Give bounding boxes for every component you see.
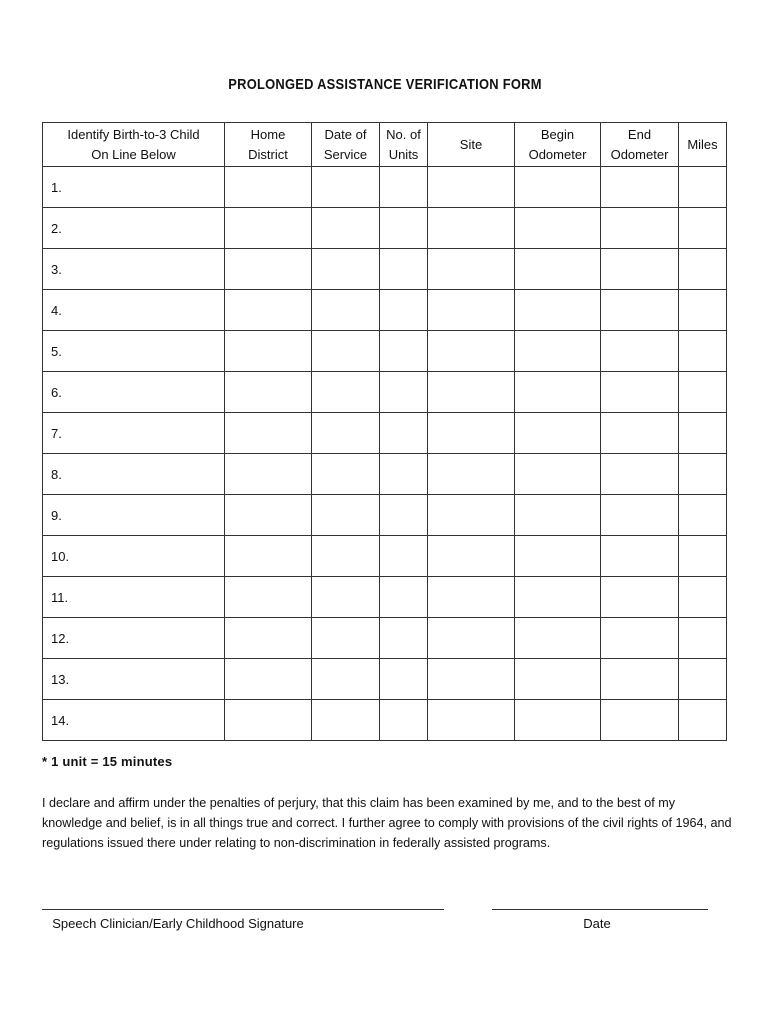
home-district-cell[interactable]	[225, 208, 312, 249]
miles-cell[interactable]	[679, 618, 727, 659]
date-of-service-cell[interactable]	[312, 700, 380, 741]
date-of-service-cell[interactable]	[312, 618, 380, 659]
site-cell[interactable]	[428, 290, 515, 331]
home-district-cell[interactable]	[225, 413, 312, 454]
end-odometer-cell[interactable]	[601, 372, 679, 413]
header-line: District	[248, 146, 288, 162]
home-district-cell[interactable]	[225, 167, 312, 208]
begin-odometer-cell[interactable]	[515, 331, 601, 372]
miles-cell[interactable]	[679, 495, 727, 536]
table-row	[43, 167, 727, 208]
row-number: 7.	[51, 425, 62, 441]
child-cell[interactable]	[43, 208, 225, 249]
units-cell[interactable]	[380, 618, 428, 659]
begin-odometer-cell[interactable]	[515, 208, 601, 249]
begin-odometer-cell[interactable]	[515, 167, 601, 208]
header-line: Miles	[687, 136, 718, 152]
units-cell[interactable]	[380, 413, 428, 454]
unit-note: * 1 unit = 15 minutes	[42, 754, 173, 769]
units-cell[interactable]	[380, 249, 428, 290]
header-line: Site	[459, 136, 483, 152]
begin-odometer-cell[interactable]	[515, 577, 601, 618]
date-line[interactable]	[492, 909, 708, 910]
row-number: 13.	[51, 671, 70, 687]
begin-odometer-cell[interactable]	[515, 536, 601, 577]
site-header	[428, 123, 515, 167]
signature-label: Speech Clinician/Early Childhood Signature	[52, 916, 304, 931]
table-row	[43, 577, 727, 618]
end-odometer-cell[interactable]	[601, 331, 679, 372]
home-district-cell[interactable]	[225, 577, 312, 618]
units-cell[interactable]	[380, 495, 428, 536]
end-odometer-cell[interactable]	[601, 413, 679, 454]
child-cell[interactable]	[43, 495, 225, 536]
child-cell[interactable]	[43, 372, 225, 413]
home-district-cell[interactable]	[225, 372, 312, 413]
date-of-service-cell[interactable]	[312, 577, 380, 618]
home-district-cell[interactable]	[225, 454, 312, 495]
row-number: 6.	[51, 384, 62, 400]
begin-odometer-cell[interactable]	[515, 618, 601, 659]
verification-table	[42, 122, 727, 741]
site-cell[interactable]	[428, 208, 515, 249]
table-row	[43, 290, 727, 331]
row-number: 11.	[51, 589, 69, 605]
header-line: End	[627, 126, 652, 142]
table-row	[43, 700, 727, 741]
table-row	[43, 454, 727, 495]
date-of-service-header	[312, 123, 380, 167]
site-cell[interactable]	[428, 495, 515, 536]
begin-odometer-cell[interactable]	[515, 659, 601, 700]
table-header-row	[43, 123, 727, 167]
table-row	[43, 208, 727, 249]
units-cell[interactable]	[380, 331, 428, 372]
row-number: 9.	[51, 507, 62, 523]
units-cell[interactable]	[380, 577, 428, 618]
header-line: Identify Birth-to-3 Child	[67, 126, 200, 142]
child-cell[interactable]	[43, 249, 225, 290]
date-label: Date	[583, 916, 611, 931]
site-cell[interactable]	[428, 577, 515, 618]
miles-cell[interactable]	[679, 290, 727, 331]
home-district-cell[interactable]	[225, 536, 312, 577]
units-cell[interactable]	[380, 290, 428, 331]
date-of-service-cell[interactable]	[312, 208, 380, 249]
begin-odometer-cell[interactable]	[515, 700, 601, 741]
perjury-declaration: I declare and affirm under the penalties of perjury, that this claim has been examined by me, and to the best of my knowledge and belief, is in all things true and correct. I further agree to comply with provisions of the civil rights of 1964, and regulations issued there under relating to non-discrimination in federally assisted programs.	[42, 796, 732, 850]
header-line: Date of	[324, 126, 367, 142]
home-district-cell[interactable]	[225, 700, 312, 741]
form-title: PROLONGED ASSISTANCE VERIFICATION FORM	[228, 76, 542, 93]
end-odometer-cell[interactable]	[601, 495, 679, 536]
end-odometer-cell[interactable]	[601, 577, 679, 618]
site-cell[interactable]	[428, 249, 515, 290]
home-district-cell[interactable]	[225, 290, 312, 331]
row-number: 12.	[51, 630, 70, 646]
child-cell[interactable]	[43, 454, 225, 495]
row-number: 4.	[51, 302, 62, 318]
site-cell[interactable]	[428, 331, 515, 372]
home-district-cell[interactable]	[225, 495, 312, 536]
row-number: 2.	[51, 220, 62, 236]
units-cell[interactable]	[380, 208, 428, 249]
table-row	[43, 495, 727, 536]
miles-header	[679, 123, 727, 167]
site-cell[interactable]	[428, 536, 515, 577]
table-row	[43, 618, 727, 659]
miles-cell[interactable]	[679, 536, 727, 577]
header-line: Odometer	[528, 146, 587, 162]
child-cell[interactable]	[43, 659, 225, 700]
header-line: Units	[388, 146, 419, 162]
header-line: On Line Below	[91, 146, 176, 162]
row-number: 8.	[51, 466, 62, 482]
end-odometer-cell[interactable]	[601, 454, 679, 495]
site-cell[interactable]	[428, 618, 515, 659]
child-name-header	[43, 123, 225, 167]
date-of-service-cell[interactable]	[312, 495, 380, 536]
site-cell[interactable]	[428, 413, 515, 454]
begin-odometer-cell[interactable]	[515, 454, 601, 495]
table-row	[43, 249, 727, 290]
begin-odometer-cell[interactable]	[515, 290, 601, 331]
miles-cell[interactable]	[679, 167, 727, 208]
header-line: Odometer	[610, 146, 669, 162]
units-cell[interactable]	[380, 372, 428, 413]
units-cell[interactable]	[380, 700, 428, 741]
table-row	[43, 659, 727, 700]
end-odometer-cell[interactable]	[601, 618, 679, 659]
begin-odometer-cell[interactable]	[515, 249, 601, 290]
units-header	[380, 123, 428, 167]
miles-cell[interactable]	[679, 372, 727, 413]
units-cell[interactable]	[380, 659, 428, 700]
date-of-service-cell[interactable]	[312, 413, 380, 454]
site-cell[interactable]	[428, 372, 515, 413]
child-cell[interactable]	[43, 700, 225, 741]
child-cell[interactable]	[43, 290, 225, 331]
signature-line[interactable]	[42, 909, 444, 910]
end-odometer-cell[interactable]	[601, 659, 679, 700]
site-cell[interactable]	[428, 454, 515, 495]
begin-odometer-cell[interactable]	[515, 413, 601, 454]
child-cell[interactable]	[43, 331, 225, 372]
date-of-service-cell[interactable]	[312, 331, 380, 372]
date-of-service-cell[interactable]	[312, 454, 380, 495]
date-of-service-cell[interactable]	[312, 249, 380, 290]
miles-cell[interactable]	[679, 331, 727, 372]
child-cell[interactable]	[43, 618, 225, 659]
begin-odometer-cell[interactable]	[515, 372, 601, 413]
miles-cell[interactable]	[679, 208, 727, 249]
header-line: Home	[250, 126, 286, 142]
miles-cell[interactable]	[679, 577, 727, 618]
date-of-service-cell[interactable]	[312, 167, 380, 208]
row-number: 10.	[51, 548, 70, 564]
header-line: Service	[323, 146, 368, 162]
units-cell[interactable]	[380, 167, 428, 208]
site-cell[interactable]	[428, 167, 515, 208]
header-line: Begin	[540, 126, 575, 142]
home-district-cell[interactable]	[225, 249, 312, 290]
miles-cell[interactable]	[679, 413, 727, 454]
home-district-header	[225, 123, 312, 167]
begin-odometer-cell[interactable]	[515, 495, 601, 536]
miles-cell[interactable]	[679, 249, 727, 290]
child-cell[interactable]	[43, 167, 225, 208]
end-odometer-cell[interactable]	[601, 536, 679, 577]
home-district-cell[interactable]	[225, 331, 312, 372]
table-row	[43, 331, 727, 372]
date-of-service-cell[interactable]	[312, 290, 380, 331]
row-number: 14.	[51, 712, 70, 728]
home-district-cell[interactable]	[225, 659, 312, 700]
table-row	[43, 536, 727, 577]
end-odometer-cell[interactable]	[601, 249, 679, 290]
table-row	[43, 413, 727, 454]
miles-cell[interactable]	[679, 659, 727, 700]
date-of-service-cell[interactable]	[312, 536, 380, 577]
end-odometer-cell[interactable]	[601, 167, 679, 208]
home-district-cell[interactable]	[225, 618, 312, 659]
end-odometer-header	[601, 123, 679, 167]
end-odometer-cell[interactable]	[601, 208, 679, 249]
site-cell[interactable]	[428, 659, 515, 700]
table-row	[43, 372, 727, 413]
child-cell[interactable]	[43, 536, 225, 577]
end-odometer-cell[interactable]	[601, 290, 679, 331]
child-cell[interactable]	[43, 413, 225, 454]
units-cell[interactable]	[380, 454, 428, 495]
row-number: 1.	[51, 179, 62, 195]
date-of-service-cell[interactable]	[312, 659, 380, 700]
row-number: 3.	[51, 261, 62, 277]
miles-cell[interactable]	[679, 454, 727, 495]
date-of-service-cell[interactable]	[312, 372, 380, 413]
row-number: 5.	[51, 343, 62, 359]
begin-odometer-header	[515, 123, 601, 167]
site-cell[interactable]	[428, 700, 515, 741]
end-odometer-cell[interactable]	[601, 700, 679, 741]
miles-cell[interactable]	[679, 700, 727, 741]
units-cell[interactable]	[380, 536, 428, 577]
child-cell[interactable]	[43, 577, 225, 618]
header-line: No. of	[386, 126, 421, 142]
